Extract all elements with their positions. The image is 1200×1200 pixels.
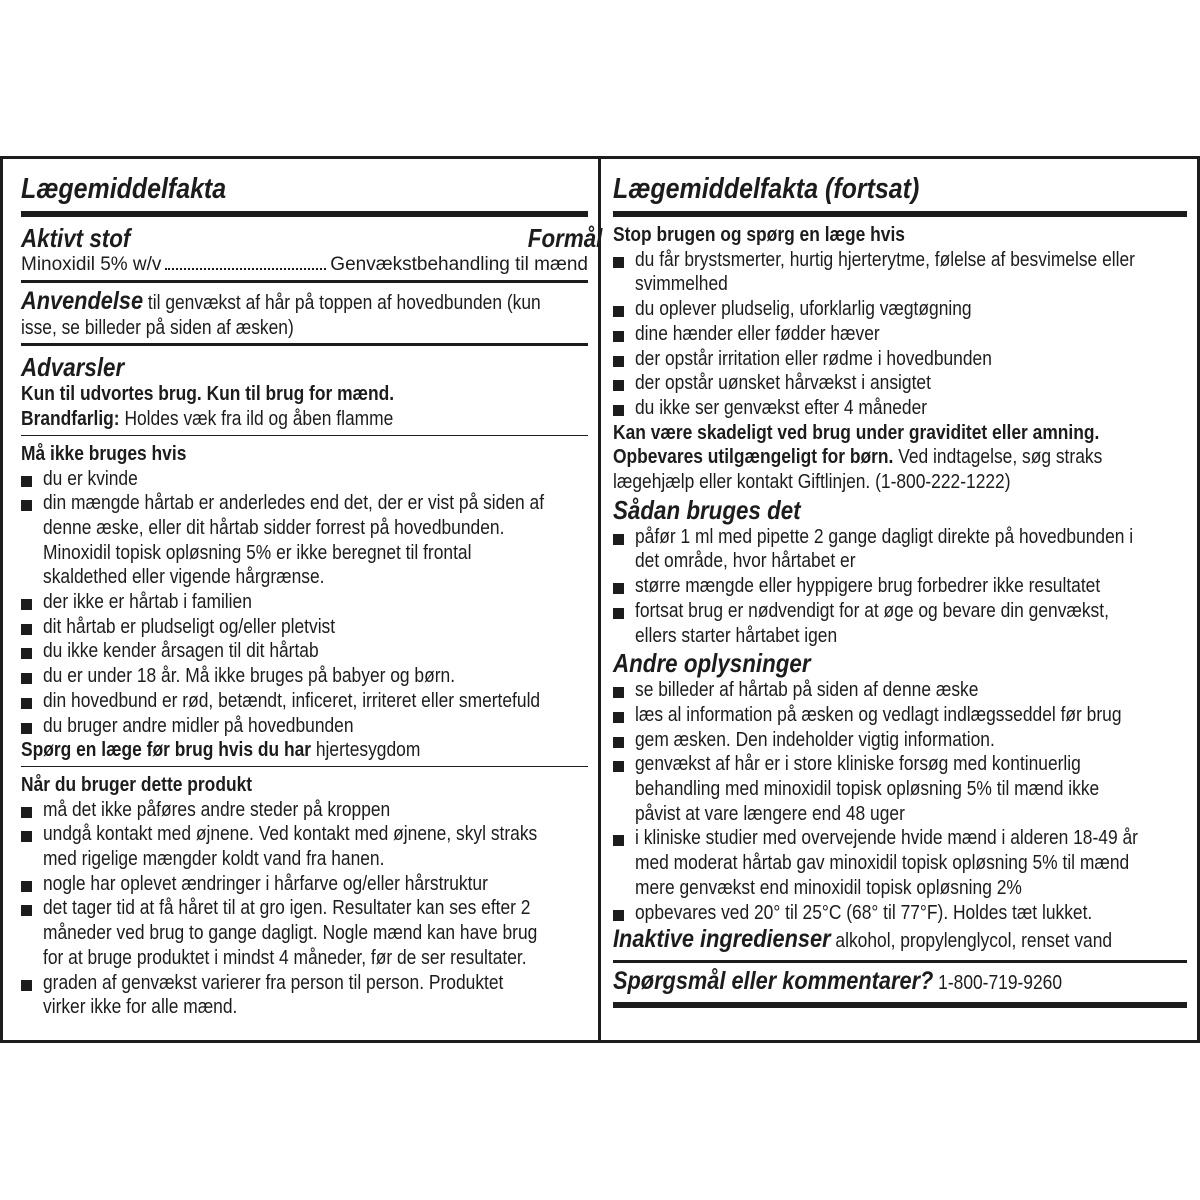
list-item-line: du ikke ser genvækst efter 4 måneder: [635, 396, 928, 419]
rule: [21, 280, 588, 283]
inactive-label: Inaktive ingredienser: [613, 925, 831, 954]
bullet-square-icon: [21, 831, 32, 842]
list-item-line: graden af genvækst varierer fra person til person. Produktet: [43, 971, 504, 994]
right-column: [613, 159, 1187, 1040]
bullet-square-icon: [21, 500, 32, 511]
column-divider: [598, 159, 601, 1040]
flammable-label: Brandfarlig:: [21, 408, 120, 431]
list-item-line: Minoxidil topisk opløsning 5% er ikke beregnet til frontal: [43, 541, 472, 564]
bullet-square-icon: [21, 599, 32, 610]
bullet-square-icon: [21, 905, 32, 916]
list-item-line: din mængde hårtab er anderledes end det, der er vist på siden af: [43, 492, 545, 515]
bullet-square-icon: [21, 807, 32, 818]
list-item-line: undgå kontakt med øjnene. Ved kontakt med øjnene, skyl straks: [43, 823, 538, 846]
children-warning-2: lægehjælp eller kontakt Giftlinjen. (1-800-222-1222): [613, 471, 1011, 494]
bullet-square-icon: [21, 476, 32, 487]
list-item-line: må det ikke påføres andre steder på kroppen: [43, 798, 391, 821]
list-item: [21, 590, 588, 615]
list-item: [613, 525, 1187, 574]
bullet-square-icon: [21, 881, 32, 892]
active-label: Aktivt stof: [21, 223, 131, 253]
do-not-use-label: Må ikke bruges hvis: [21, 442, 187, 465]
ingredient-name: Minoxidil 5% w/v: [21, 254, 162, 275]
list-item-line: genvækst af hår er i store kliniske forsøg med kontinuerlig: [635, 753, 1081, 776]
ask-doctor-label: Spørg en læge før brug hvis du har: [21, 739, 312, 762]
list-item-line: større mængde eller hyppigere brug forbedrer ikke resultatet: [635, 575, 1101, 598]
bullet-square-icon: [613, 583, 624, 594]
bullet-square-icon: [613, 257, 624, 268]
list-item-line: læs al information på æsken og vedlagt indlægsseddel før brug: [635, 703, 1122, 726]
when-using-label: Når du bruger dette produkt: [21, 773, 253, 796]
children-warning: [613, 445, 1112, 470]
list-item-line: påvist at vare længere end 48 uger: [635, 802, 905, 825]
bullet-square-icon: [613, 356, 624, 367]
list-item-line: opbevares ved 20° til 25°C (68° til 77°F). Holdes tæt lukket.: [635, 901, 1093, 924]
drug-facts-panel: [0, 156, 1200, 1043]
flammable-warning: [21, 407, 514, 432]
bullet-square-icon: [613, 910, 624, 921]
use-text-1: til genvækst af hår på toppen af hovedbunden (kun: [143, 292, 541, 314]
list-item: [613, 347, 1187, 372]
list-item: [21, 798, 588, 823]
use-line-2: isse, se billeder på siden af æsken): [21, 316, 294, 339]
bullet-square-icon: [613, 835, 624, 846]
list-item: [21, 615, 588, 640]
list-item-line: du oplever pludselig, uforklarlig vægtøgning: [635, 298, 972, 321]
directions-list: [613, 525, 1187, 649]
list-item-line: du ikke kender årsagen til dit hårtab: [43, 640, 319, 663]
left-title: Lægemiddelfakta: [21, 173, 227, 205]
list-item: [21, 689, 588, 714]
list-item-line: svimmelhed: [635, 273, 728, 296]
list-item-line: for at bruge produktet i mindst 4 måneder, før de ser resultater.: [43, 946, 527, 969]
bullet-square-icon: [613, 534, 624, 545]
bullet-square-icon: [613, 306, 624, 317]
bullet-square-icon: [21, 980, 32, 991]
do-not-use-list: [21, 467, 588, 739]
list-item: [613, 703, 1187, 728]
list-item-line: du får brystsmerter, hurtig hjerterytme, følelse af besvimelse eller: [635, 248, 1135, 271]
flammable-text: Holdes væk fra ild og åben flamme: [119, 408, 394, 431]
other-info-list: [613, 678, 1187, 925]
rule: [613, 211, 1187, 217]
list-item-line: i kliniske studier med overvejende hvide mænd i alderen 18-49 år: [635, 827, 1138, 850]
bullet-square-icon: [613, 331, 624, 342]
list-item-line: du bruger andre midler på hovedbunden: [43, 714, 354, 737]
directions-label: Sådan bruges det: [613, 494, 801, 525]
list-item: [613, 574, 1187, 599]
list-item: [613, 396, 1187, 421]
list-item: [613, 678, 1187, 703]
questions-label: Spørgsmål eller kommentarer?: [613, 966, 934, 995]
list-item-line: virker ikke for alle mænd.: [43, 996, 238, 1019]
questions-text: 1-800-719-9260: [933, 971, 1063, 994]
bullet-square-icon: [613, 737, 624, 748]
list-item-line: mere genvækst end minoxidil topisk opløsning 2%: [635, 876, 1022, 899]
rule: [21, 435, 588, 436]
list-item-line: der opstår uønsket hårvækst i ansigtet: [635, 372, 931, 395]
list-item: [21, 639, 588, 664]
warnings-label: Advarsler: [21, 352, 125, 383]
list-item-line: med moderat hårtab gav minoxidil topisk opløsning 5% til mænd: [635, 852, 1130, 875]
bullet-square-icon: [613, 712, 624, 723]
external-use-warning: Kun til udvortes brug. Kun til brug for mænd.: [21, 383, 395, 406]
list-item-line: påfør 1 ml med pipette 2 gange dagligt direkte på hovedbunden i: [635, 525, 1134, 548]
left-column: [21, 159, 603, 1040]
children-label: Opbevares utilgængeligt for børn.: [613, 446, 894, 469]
list-item: [613, 599, 1187, 648]
list-item-line: med rigelige mængder koldt vand fra hanen.: [43, 848, 385, 871]
bullet-square-icon: [21, 624, 32, 635]
list-item: [21, 714, 588, 739]
inactive-ingredients: [613, 927, 1112, 954]
rule: [21, 766, 588, 767]
leader-dots: [165, 268, 326, 270]
list-item-line: det område, hvor hårtabet er: [635, 550, 856, 573]
bullet-square-icon: [613, 687, 624, 698]
list-item: [613, 826, 1187, 900]
use-label: Anvendelse: [21, 287, 144, 315]
bullet-square-icon: [21, 673, 32, 684]
list-item-line: måneder ved brug to gange dagligt. Nogle mænd kan have brug: [43, 922, 538, 945]
list-item: [21, 971, 588, 1020]
questions: [613, 966, 1112, 996]
list-item-line: fortsat brug er nødvendigt for at øge og bevare din genvækst,: [635, 599, 1109, 622]
list-item: [613, 322, 1187, 347]
other-info-label: Andre oplysninger: [613, 648, 811, 679]
ask-doctor-text: hjertesygdom: [311, 739, 421, 762]
when-using-list: [21, 798, 588, 1020]
list-item: [613, 248, 1187, 297]
list-item: [21, 822, 588, 871]
list-item: [21, 664, 588, 689]
children-text: Ved indtagelse, søg straks: [893, 446, 1103, 469]
list-item-line: det tager tid at få håret til at gro igen. Resultater kan ses efter 2: [43, 897, 531, 920]
list-item-line: dit hårtab er pludseligt og/eller pletvist: [43, 615, 336, 638]
rule: [613, 1002, 1187, 1008]
list-item: [21, 872, 588, 897]
list-item: [21, 896, 588, 970]
list-item-line: der opstår irritation eller rødme i hovedbunden: [635, 347, 992, 370]
list-item-line: denne æske, eller dit hårtab sidder forrest på hovedbunden.: [43, 516, 505, 539]
list-item: [613, 371, 1187, 396]
list-item-line: gem æsken. Den indeholder vigtig information.: [635, 728, 995, 751]
bullet-square-icon: [613, 761, 624, 772]
list-item-line: du er kvinde: [43, 467, 138, 490]
list-item: [21, 467, 588, 492]
bullet-square-icon: [613, 608, 624, 619]
list-item-line: behandling med minoxidil topisk opløsning 5% til mænd ikke: [635, 778, 1100, 801]
ingredient-purpose: Genvækstbehandling til mænd: [330, 254, 588, 275]
right-title: Lægemiddelfakta (fortsat): [613, 173, 920, 205]
inactive-text: alkohol, propylenglycol, renset vand: [830, 930, 1113, 953]
pregnancy-warning: Kan være skadeligt ved brug under graviditet eller amning.: [613, 421, 1100, 444]
list-item: [613, 297, 1187, 322]
stop-list: [613, 248, 1187, 421]
bullet-square-icon: [21, 698, 32, 709]
list-item-line: nogle har oplevet ændringer i hårfarve og/eller hårstruktur: [43, 872, 488, 895]
bullet-square-icon: [613, 405, 624, 416]
list-item-line: ellers starter hårtabet igen: [635, 624, 838, 647]
list-item: [21, 491, 588, 590]
bullet-square-icon: [21, 723, 32, 734]
list-item-line: du er under 18 år. Må ikke bruges på babyer og børn.: [43, 665, 456, 688]
ingredient-row: [21, 253, 588, 277]
ask-doctor: [21, 738, 514, 763]
rule: [21, 343, 588, 346]
active-header: [21, 223, 602, 253]
rule: [21, 211, 588, 217]
list-item-line: skaldethed eller vigende hårgrænse.: [43, 566, 325, 589]
list-item-line: dine hænder eller fødder hæver: [635, 322, 880, 345]
list-item: [613, 728, 1187, 753]
rule: [613, 960, 1187, 963]
list-item-line: se billeder af hårtab på siden af denne æske: [635, 679, 979, 702]
bullet-square-icon: [613, 380, 624, 391]
purpose-label: Formål: [527, 223, 603, 253]
stop-label: Stop brugen og spørg en læge hvis: [613, 224, 905, 246]
list-item-line: din hovedbund er rød, betændt, inficeret, irriteret eller smertefuld: [43, 689, 541, 712]
list-item-line: der ikke er hårtab i familien: [43, 591, 252, 614]
use-line-1: [21, 287, 541, 316]
bullet-square-icon: [21, 648, 32, 659]
list-item: [613, 752, 1187, 826]
list-item: [613, 901, 1187, 926]
